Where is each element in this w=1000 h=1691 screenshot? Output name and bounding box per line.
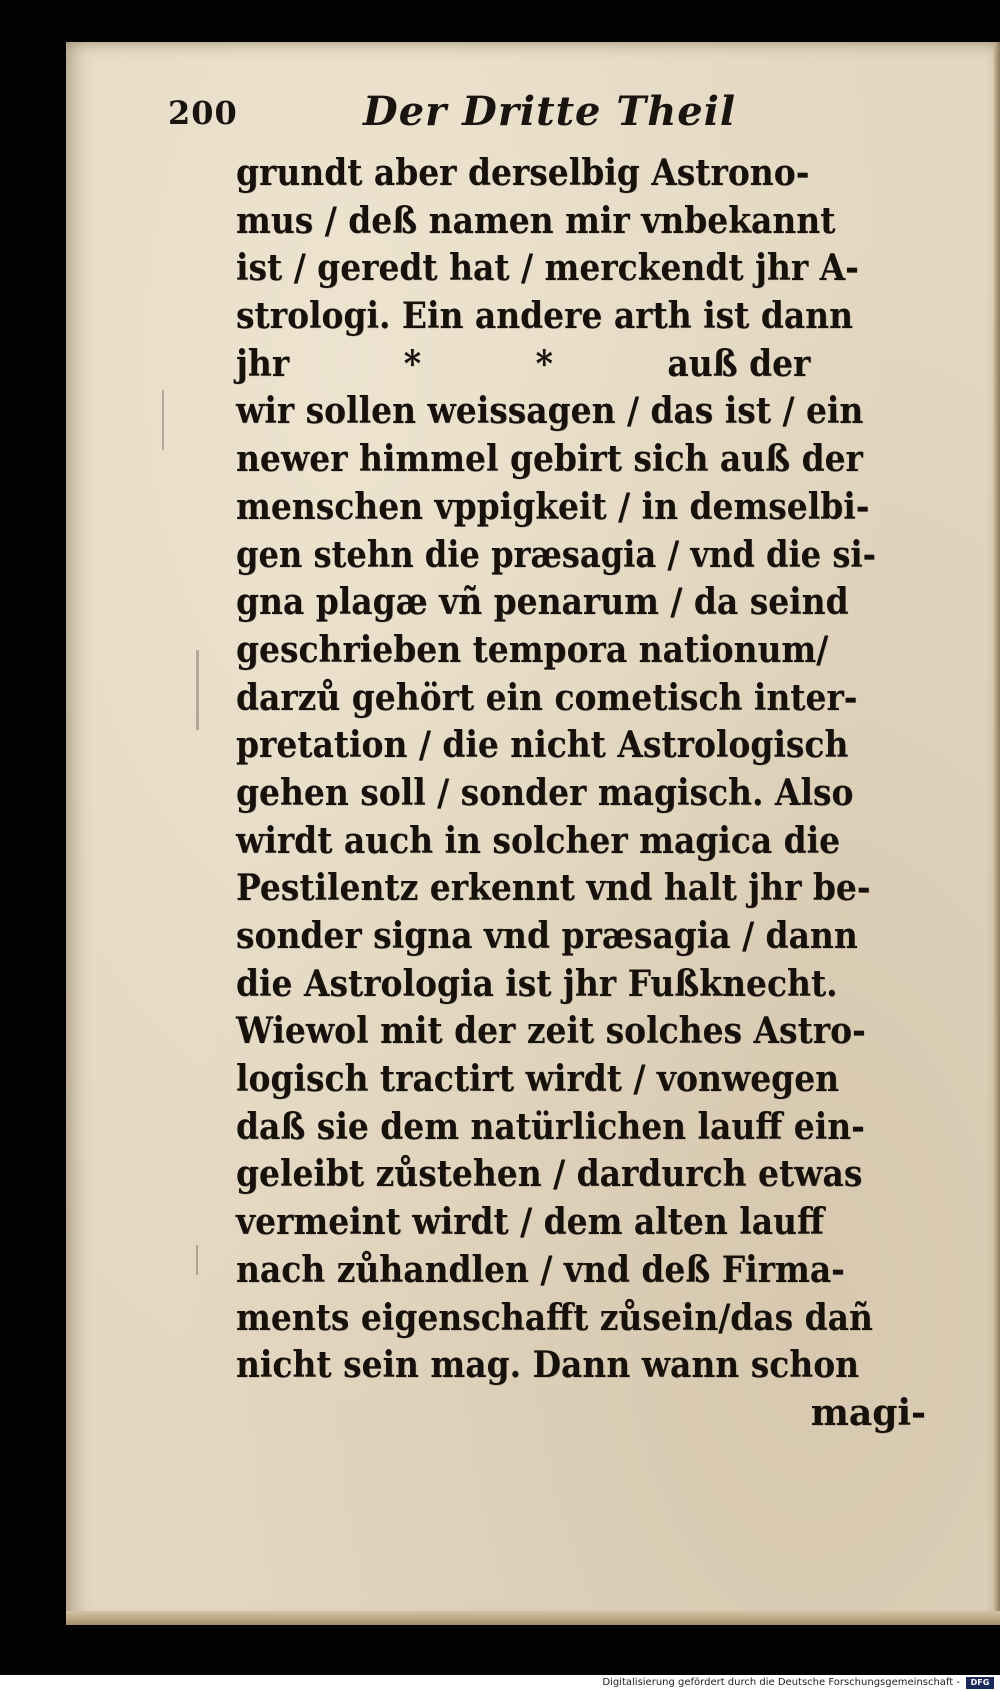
text-line: gna plagæ vñ penarum / da seind <box>236 581 849 624</box>
text-line: gehen soll / sonder magisch. Also <box>236 771 854 814</box>
page-edge <box>994 42 1000 1625</box>
text-line: sonder signa vnd præsagia / dann <box>236 915 858 957</box>
margin-pencil-mark <box>196 650 199 730</box>
catchword: magi- <box>810 1391 926 1434</box>
text-line: strologi. Ein andere arth ist dann <box>236 295 854 338</box>
text-line: grundt aber derselbig Astrono- <box>236 152 810 194</box>
text-line: mus / deß namen mir vnbekannt <box>236 199 836 242</box>
margin-pencil-mark <box>196 1245 198 1275</box>
page-number: 200 <box>168 94 238 132</box>
funding-credit: Digitalisierung gefördert durch die Deutsche Forschungsgemeinschaft - <box>602 1677 960 1688</box>
text-line: gen stehn die præsagia / vnd die si- <box>236 533 876 576</box>
text-line: geschrieben tempora nationum/ <box>236 628 829 671</box>
text-line: wir sollen weissagen / das ist / ein <box>236 390 864 433</box>
page-bottom-edge <box>66 1611 1000 1625</box>
text-line: newer himmel gebirt sich auß der <box>236 438 863 481</box>
text-line: daß sie dem natürlichen lauff ein- <box>236 1105 865 1148</box>
text-line: pretation / die nicht Astrologisch <box>236 724 849 767</box>
text-line: logisch tractirt wirdt / vonwegen <box>236 1058 840 1101</box>
text-line: die Astrologia ist jhr Fußknecht. <box>236 962 838 1005</box>
text-line: Wiewol mit der zeit solches Astro- <box>236 1010 866 1053</box>
text-line: nach zůhandlen / vnd deß Firma- <box>236 1248 845 1291</box>
text-line: nicht sein mag. Dann wann schon <box>236 1344 860 1387</box>
text-line: vermeint wirdt / dem alten lauff <box>236 1201 824 1244</box>
text-line: ments eigenschafft zůsein/das dañ <box>236 1296 873 1339</box>
text-line: wirdt auch in solcher magica die <box>236 819 841 862</box>
body-text <box>236 150 936 1438</box>
page-header <box>168 88 768 138</box>
text-line: darzů gehört ein cometisch inter- <box>236 676 858 719</box>
footer-bar <box>0 1675 1000 1691</box>
margin-pencil-mark <box>162 390 164 450</box>
text-line: ist / geredt hat / merckendt jhr A- <box>236 247 859 290</box>
text-line: geleibt zůstehen / dardurch etwas <box>236 1153 863 1196</box>
text-line: jhr * * auß der <box>236 342 811 385</box>
running-title: Der Dritte Theil <box>363 88 737 135</box>
text-line: Pestilentz erkennt vnd halt jhr be- <box>236 867 871 910</box>
dfg-logo-icon: DFG <box>966 1677 994 1689</box>
text-line: menschen vppigkeit / in demselbi- <box>236 485 870 528</box>
